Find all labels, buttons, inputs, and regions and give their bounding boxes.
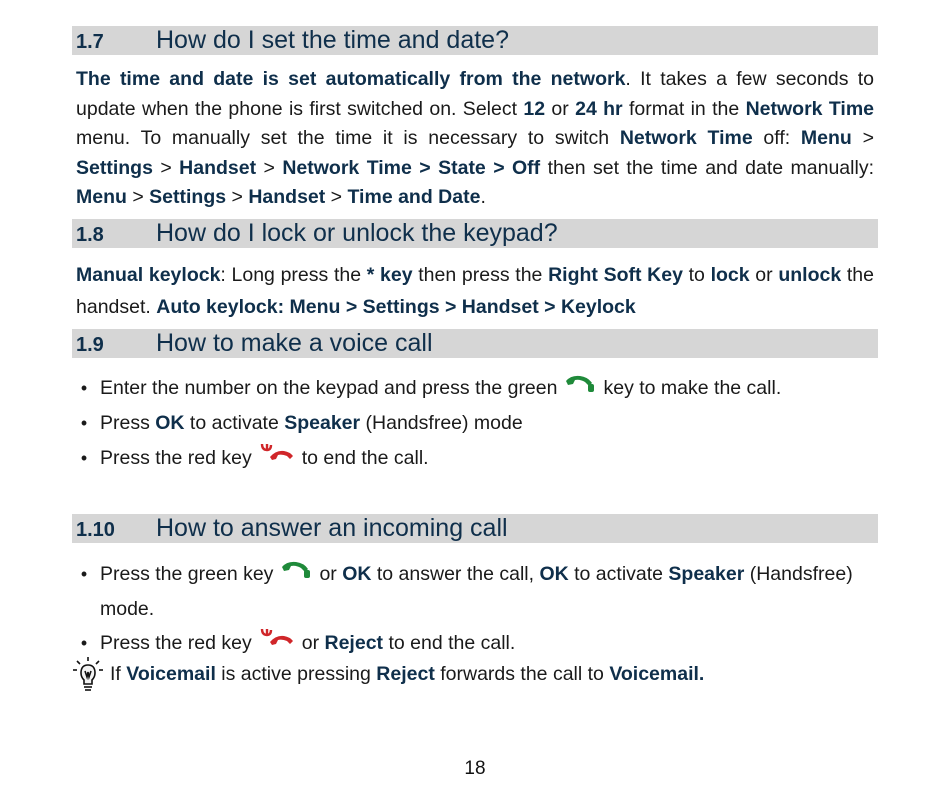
text-strong: Handset: [248, 186, 326, 208]
text-strong: Network Time: [619, 127, 753, 149]
text-strong: Settings: [76, 156, 153, 179]
text: >: [126, 186, 150, 208]
section-number: 1.8: [76, 223, 104, 246]
text: to end the call.: [301, 447, 429, 469]
section-number: 1.9: [76, 333, 104, 356]
bullet-glyph: •: [80, 378, 88, 398]
text: to activate: [184, 412, 285, 434]
section-heading-1-10: [72, 514, 878, 543]
text-strong: OK: [539, 563, 569, 585]
text: Enter the number on the keypad and press the green: [100, 377, 558, 399]
section-title: How do I lock or unlock the keypad?: [156, 219, 558, 247]
voicemail-tip: [72, 656, 872, 696]
section-title: How to make a voice call: [156, 329, 433, 357]
text: menu. To manually set the time it is necessary to switch: [76, 127, 620, 149]
bullet-glyph: •: [80, 448, 88, 468]
text: off:: [752, 127, 801, 149]
phone-red-icon: [258, 441, 296, 476]
text: Press: [100, 412, 156, 434]
text: key to make the call.: [603, 377, 782, 399]
text-strong: lock: [710, 264, 750, 286]
text-strong: Settings: [149, 186, 227, 208]
text-strong: Reject: [324, 632, 384, 654]
section-heading-1-9: [72, 329, 878, 358]
text-strong: The time and date is set automatically from the network: [76, 68, 626, 90]
text: or: [545, 97, 576, 120]
text-strong: Menu: [800, 127, 852, 149]
text: format in the: [622, 97, 746, 120]
text-strong: Right Soft Key: [548, 264, 683, 286]
text: Press the red key: [100, 632, 252, 654]
section-heading-1-7: [72, 26, 878, 55]
text: to: [682, 264, 711, 286]
text: Press the green key: [100, 563, 274, 585]
text-strong: OK: [342, 563, 372, 585]
text: forwards the call to: [434, 663, 610, 685]
text: >: [226, 186, 249, 208]
lightbulb-icon: [72, 656, 104, 700]
page-number: 18: [464, 758, 486, 779]
text: >: [256, 156, 283, 179]
text-strong: Reject: [376, 663, 435, 685]
text: then set the time and date manually:: [540, 156, 874, 179]
section-title: How do I set the time and date?: [156, 26, 509, 54]
text: .: [480, 186, 486, 208]
text-strong: Network Time: [745, 97, 874, 120]
text: the handset.: [76, 264, 874, 318]
text-strong: unlock: [778, 264, 842, 286]
text: >: [325, 186, 348, 208]
text: or: [749, 264, 779, 286]
bullet-glyph: •: [80, 633, 88, 653]
text-strong: Manual keylock: [76, 264, 221, 286]
text-strong: Speaker: [284, 412, 361, 434]
text: (Handsfree) mode: [360, 412, 523, 434]
text-strong: * key: [366, 264, 413, 286]
phone-green-icon: [279, 558, 313, 592]
text: to end the call.: [383, 632, 516, 654]
text-strong: Network Time > State > Off: [282, 156, 541, 179]
section-number: 1.10: [76, 518, 115, 541]
phone-green-icon: [563, 372, 597, 406]
bullet-glyph: •: [80, 564, 88, 584]
text: to answer the call,: [371, 563, 540, 585]
text: or: [319, 563, 343, 585]
text: : Long press the: [220, 264, 367, 286]
text: >: [851, 127, 874, 149]
text-strong: 12: [523, 97, 546, 120]
bullet-glyph: •: [80, 413, 88, 433]
text: . It takes a few seconds to update when the phone is first switched on. Select: [76, 68, 875, 120]
section-number: 1.7: [76, 30, 104, 53]
text: If: [110, 663, 127, 685]
text: mode.: [100, 597, 155, 620]
text-strong: OK: [155, 412, 185, 434]
text: is active pressing: [215, 663, 377, 685]
paragraph-keylock: [76, 260, 874, 323]
text: or: [301, 632, 325, 654]
text: (Handsfree): [744, 563, 853, 585]
text: then press the: [412, 264, 549, 286]
text-strong: Menu: [76, 186, 127, 208]
text-strong: Handset: [179, 156, 257, 179]
section-heading-1-8: [72, 219, 878, 248]
section-title: How to answer an incoming call: [156, 514, 508, 542]
text: to activate: [568, 563, 669, 585]
text: Press the red key: [100, 447, 252, 469]
paragraph-time-date: [76, 65, 874, 213]
text: >: [152, 156, 180, 179]
text-strong: Voicemail: [126, 663, 216, 685]
text-strong: Auto keylock: Menu > Settings > Handset > Keylock: [156, 295, 636, 318]
text-strong: Time and Date: [347, 186, 481, 208]
text-strong: 24 hr: [575, 97, 623, 120]
text-strong: Voicemail.: [609, 663, 705, 685]
text-strong: Speaker: [668, 563, 745, 585]
